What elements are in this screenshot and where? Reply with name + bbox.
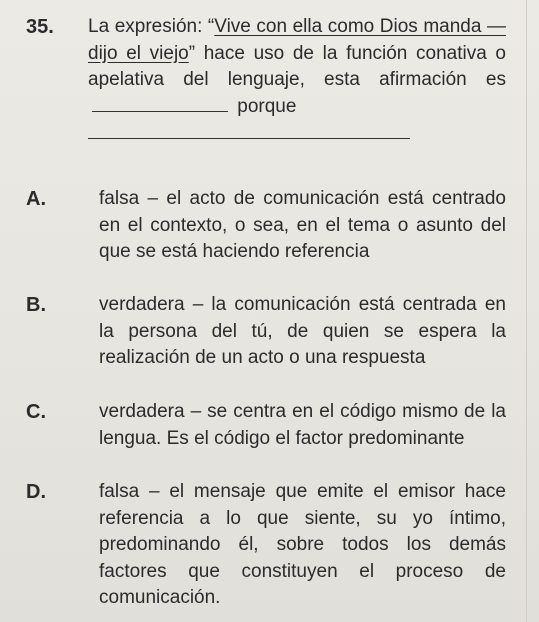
option-d-text: falsa – el mensaje que emite el emisor hace referencia a lo que siente, su yo íntimo, predominando él, sobre todos los demás factores que constituyen el proceso de comunicación. bbox=[99, 481, 506, 608]
option-a-text: falsa – el acto de comunicación está centrado en el contexto, o sea, en el tema o asunto del que se está haciendo referencia bbox=[99, 188, 506, 262]
option-d-letter: D. bbox=[26, 481, 46, 503]
answer-blank-1[interactable] bbox=[92, 97, 228, 112]
option-b-text: verdadera – la comunicación está centrada en la persona del tú, de quien se espera la realización de un acto o una respuesta bbox=[99, 294, 506, 368]
page-edge-line bbox=[526, 0, 527, 622]
question-stem bbox=[88, 14, 506, 139]
question-connector: porque bbox=[237, 95, 297, 117]
question-statement: ” hace uso de la función conativa o apelativa del lenguaje, esta afirmación es bbox=[88, 42, 507, 90]
option-c-text: verdadera – se centra en el código mismo de la lengua. Es el código el factor predominante bbox=[99, 401, 506, 449]
question-quote: Vive con ella como Dios manda —dijo el viejo bbox=[88, 16, 506, 64]
question-number: 35. bbox=[26, 16, 54, 38]
option-b-letter: B. bbox=[26, 294, 46, 316]
option-a-letter: A. bbox=[26, 188, 46, 210]
question-intro: La expresión: “ bbox=[88, 16, 215, 37]
answer-blank-2[interactable] bbox=[88, 120, 410, 139]
option-c-letter: C. bbox=[26, 401, 46, 423]
